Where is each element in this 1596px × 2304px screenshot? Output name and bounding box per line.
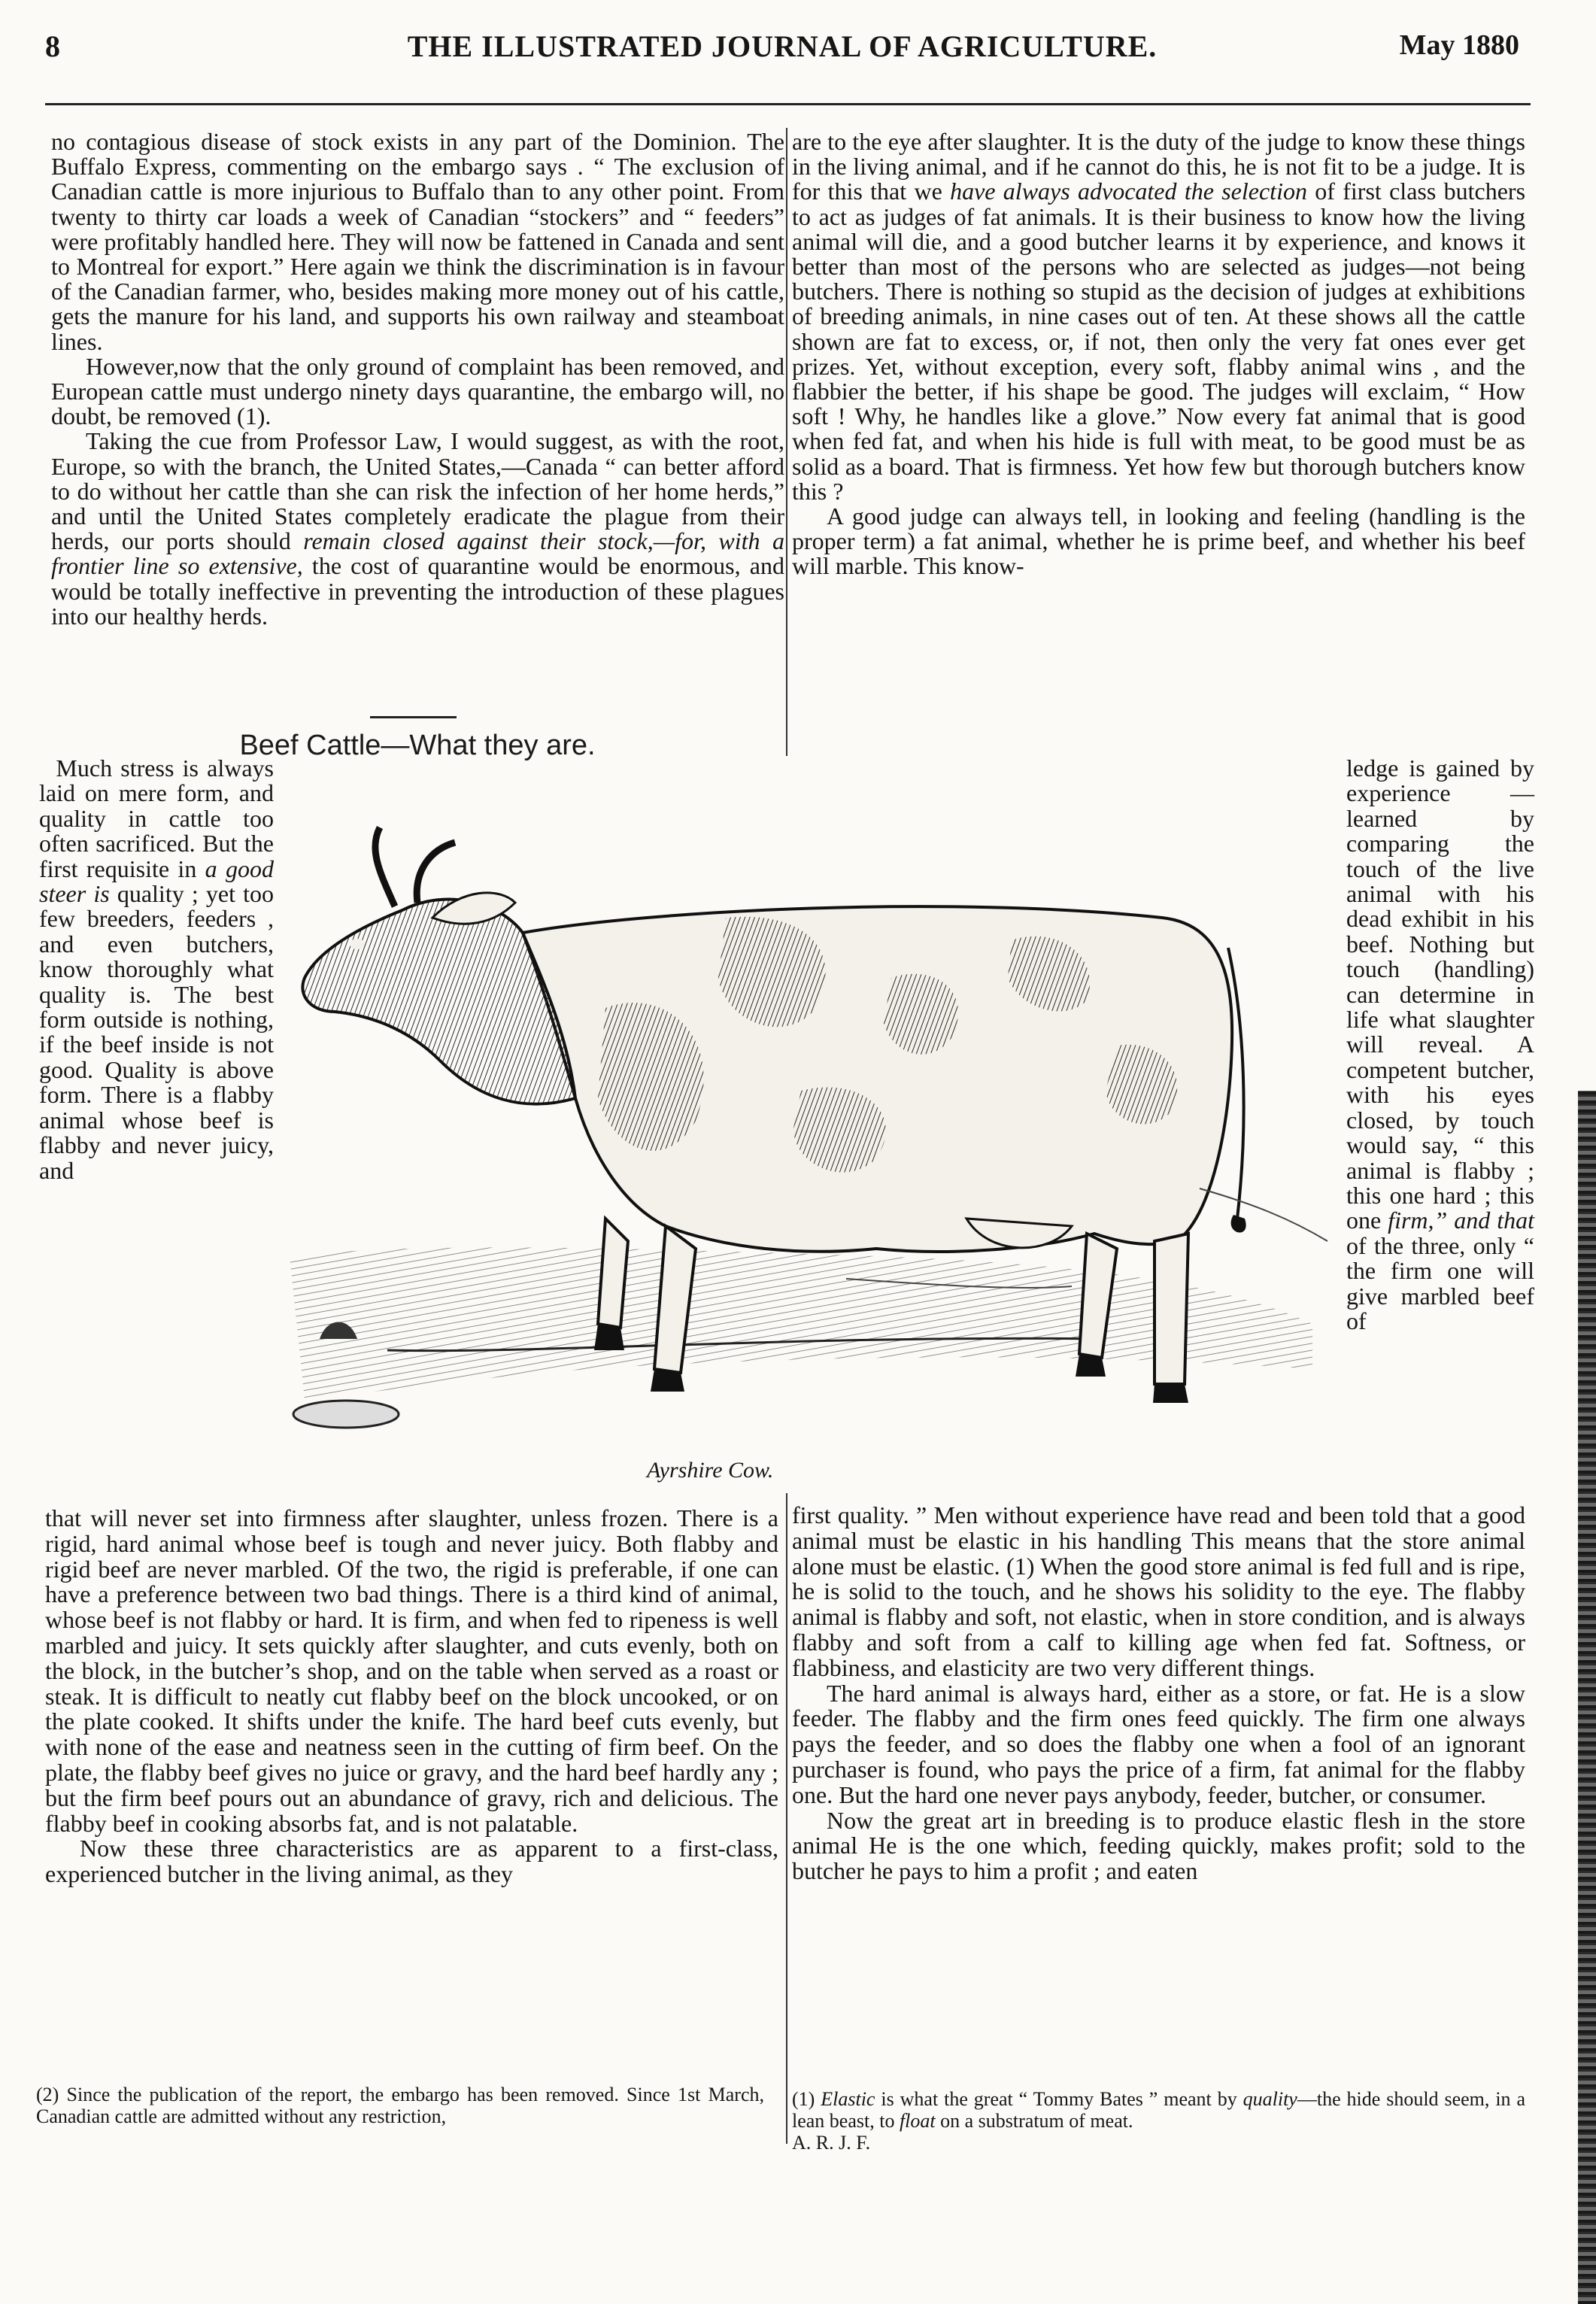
journal-title: THE ILLUSTRATED JOURNAL OF AGRICULTURE. <box>407 29 1158 63</box>
section-rule <box>370 716 457 718</box>
wrap-text-left <box>39 756 274 1183</box>
paragraph: Now these three characteristics are as apparent to a first-class, experienced butcher in the living animal, as they <box>45 1835 778 1888</box>
footnote-left <box>36 2084 764 2127</box>
footnote-text: (2) Since the publication of the report, the embargo has been removed. Since 1st March, Canadian cattle are admitted without any restriction, <box>36 2084 764 2127</box>
paragraph: The hard animal is always hard, either as a store, or fat. He is a slow feeder. The flabby and the firm ones feed quickly. The firm one always pays the feeder, and so does the flabby one when a fool of an ignorant purchaser is found, who pays the price of a firm, fat animal for the flabby one. But the hard one never pays anybody, feeder, butcher, or consumer. <box>792 1679 1525 1808</box>
illustration-caption: Ayrshire Cow. <box>647 1458 774 1483</box>
wrap-text-right <box>1346 756 1534 1334</box>
paragraph: A good judge can always tell, in looking and feeling (handling is the proper term) a fat animal, whether he is prime beef, and whether his beef will marble. This know- <box>792 502 1525 580</box>
issue-date: May 1880 <box>1399 29 1519 61</box>
column-right-bottom <box>792 1503 1525 1884</box>
footnote-signature: A. R. J. F. <box>792 2132 871 2154</box>
paragraph: Now the great art in breeding is to produce elastic flesh in the store animal He is the one which, feeding quickly, makes profit; sold to the butcher he pays to him a profit ; and eaten <box>792 1806 1525 1885</box>
column-divider-top <box>786 128 787 756</box>
article-heading: Beef Cattle—What they are. <box>239 730 596 761</box>
footnote-right <box>792 2088 1525 2154</box>
page-header <box>45 29 1519 81</box>
ayrshire-cow-engraving <box>275 797 1343 1452</box>
header-rule <box>45 103 1531 105</box>
column-left-bottom <box>45 1506 778 1887</box>
paragraph: that will never set into firmness after slaughter, unless frozen. There is a rigid, hard animal whose beef is tough and never juicy. Both flabby and rigid beef are never marbled. Of the two, the rigid is preferable, if one can have a preference between two bad things. There is a third kind of animal, whose beef is not flabby or hard. It is firm, and when fed to ripeness is well marbled and juicy. It sets quickly after slaughter, and cuts evenly, both on the block, in the butcher’s shop, and on the table when served as a roast or steak. It is difficult to neatly cut flabby beef on the block uncooked, or on the plate cooked. It shifts under the knife. The hard beef cuts evenly, but with none of the ease and neatness seen in the cutting of firm beef. On the plate, the flabby beef gives no juice or gravy, and the hard beef hardly any ; but the firm beef pours out an abundance of gravy, rich and delicious. The flabby beef in cooking absorbs fat, and is not palatable. <box>45 1504 778 1837</box>
scan-edge <box>1578 1091 1596 2304</box>
column-right-top <box>792 129 1525 579</box>
paragraph: are to the eye after slaughter. It is the duty of the judge to know these things in the living animal, and if he cannot do this, he is not fit to be a judge. It is for this that we have always advocated the selection of first class butchers to act as judges of fat animals. It is their business to know how the living animal will die, and a good butcher learns it by experience, and knows it better than most of the persons who are selected as judges—not being butchers. There is nothing so stupid as the decision of judges at exhibitions of breeding animals, in nine cases out of ten. At these shows all the cattle shown are fat to excess, or, if not, then only the very fat ones ever get prizes. Yet, without exception, every soft, flabby animal wins , and the flabbier the better, if his shape be good. The judges will exclaim, “ How soft ! Why, he handles like a glove.” Now every fat animal that is good when fed fat, and when his hide is full with meat, to be good must be as solid as a board. That is firmness. Yet how few but thorough butchers know this ? <box>792 128 1526 505</box>
column-divider-bottom <box>786 1493 787 2144</box>
paragraph: ledge is gained by experience — learned by comparing the touch of the live animal with his dead exhibit in his beef. Nothing but touch (handling) can determine in life what slaughter will reveal. A competent butcher, with his eyes closed, by touch would say, “ this animal is flabby ; this one hard ; this one firm,” and that of the three, only “ the firm one will give marbled beef of <box>1346 754 1535 1334</box>
footnote-text: (1) Elastic is what the great “ Tommy Bates ” meant by quality—the hide should seem, in a lean beast, to float on a substratum of meat. <box>792 2088 1525 2132</box>
paragraph: Taking the cue from Professor Law, I would suggest, as with the root, Europe, so with the branch, the United States,—Canada “ can better afford to do without her cattle than she can risk the infection of her home herds,” and until the United States completely eradicate the plague from their herds, our ports should remain closed against their stock,—for, with a frontier line so extensive, the cost of quarantine would be enormous, and would be totally ineffective in preventing the introduction of these plagues into our healthy herds. <box>51 427 785 630</box>
paragraph: no contagious disease of stock exists in any part of the Dominion. The Buffalo Express, commenting on the embargo says . “ The exclusion of Canadian cattle is more injurious to Buffalo than to any other point. From twenty to thirty car loads a week of Canadian “stockers” and “ feeders” were profitably handled here. They will now be fattened in Canada and sent to Montreal for export.” Here again we think the discrimination is in favour of the Canadian farmer, who, besides making more money out of his cattle, gets the manure for his land, and supports his own railway and steamboat lines. <box>51 128 784 355</box>
column-left-top <box>51 129 784 629</box>
paragraph: However,now that the only ground of complaint has been removed, and European cattle must undergo ninety days quarantine, the embargo will, no doubt, be removed (1). <box>51 352 784 430</box>
page-number: 8 <box>45 29 60 63</box>
paragraph: Much stress is always laid on mere form, and quality in cattle too often sacrificed. But the first requisite in a good steer is quality ; yet too few breeders, feeders , and even butchers, know thoroughly what quality is. The best form outside is nothing, if the beef inside is not good. Quality is above form. There is a flabby animal whose beef is flabby and never juicy, and <box>39 754 275 1184</box>
paragraph: first quality. ” Men without experience have read and been told that a good animal must be elastic in his handling This means that the store animal alone must be elastic. (1) When the good store animal is fed full and is ripe, he is solid to the touch, and he shows his solidity to the eye. The flabby animal is flabby and soft, not elastic, when in store condition, and is always flabby and soft from a calf to killing age when fed fat. Softness, or flabbiness, and elasticity are two very different things. <box>792 1501 1525 1681</box>
